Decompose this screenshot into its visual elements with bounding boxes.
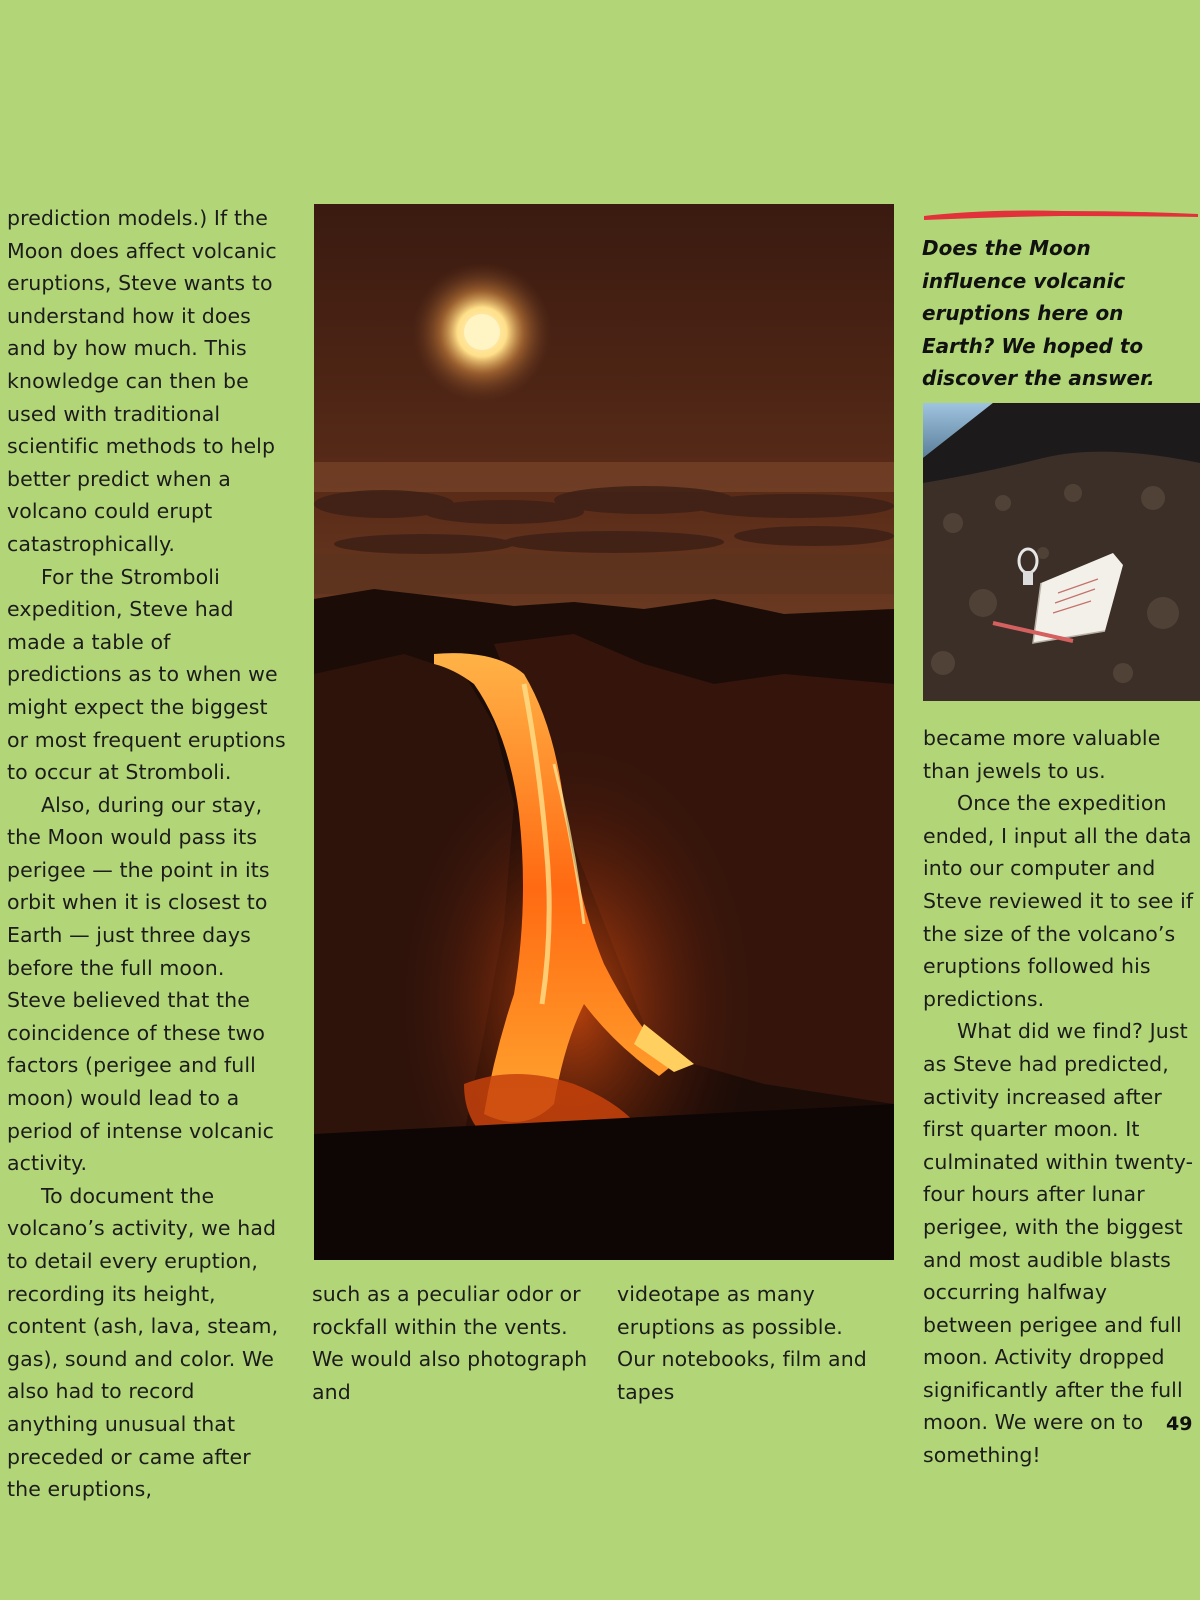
- paragraph: To document the volcano’s activity, we had to detail every eruption, recording its height, content (ash, lava, steam, gas), sound and color. We also had to record anything unusual that preceded or came after the eruptions,: [7, 1183, 279, 1502]
- paragraph: Once the expedition ended, I input all the data into our computer and Steve reviewed it to see if the size of the volcano’s eruptions followed his predictions.: [923, 791, 1194, 1011]
- paragraph: Also, during our stay, the Moon would pass its perigee — the point in its orbit when it is closest to Earth — just three days before the full moon. Steve believed that the coincidence of these two factors (perigee and full moon) would lead to a period of intense volcanic activity.: [7, 792, 274, 1176]
- paragraph: For the Stromboli expedition, Steve had made a table of predictions as to when we might expect the biggest or most frequent eruptions to occur at Stromboli.: [7, 564, 286, 785]
- clouds: [314, 486, 894, 554]
- paragraph: prediction models.) If the Moon does affect volcanic eruptions, Steve wants to understand how it does and by how much. This knowledge can then be used with traditional scientific methods to help better predict when a volcano could erupt catastrophically.: [7, 206, 277, 556]
- field-notebook-photo: [923, 403, 1200, 701]
- caption-red-rule: [922, 206, 1200, 222]
- lava-flow-photo: [314, 204, 894, 1260]
- paragraph: What did we find? Just as Steve had predicted, activity increased after first quarter moon. It culminated within twenty-four hours after lunar perigee, with the biggest and most audible blasts occurring halfway between perigee and full moon. Activity dropped significantly after the full moon. We were on to something!: [923, 1019, 1194, 1468]
- photo-caption: Does the Moon influence volcanic eruptions here on Earth? We hoped to discover the answer.: [922, 236, 1155, 390]
- text-column-middle-2: [617, 1278, 887, 1408]
- moon: [464, 314, 500, 350]
- text-column-middle-1: [312, 1278, 602, 1408]
- paragraph: became more valuable than jewels to us.: [923, 726, 1161, 783]
- paragraph: videotape as many eruptions as possible. Our notebooks, film and tapes: [617, 1282, 867, 1404]
- text-column-left: [7, 202, 289, 1506]
- paragraph: such as a peculiar odor or rockfall within the vents. We would also photograph and: [312, 1282, 588, 1404]
- page-number: 49: [1166, 1413, 1193, 1435]
- text-column-right: [923, 722, 1200, 1472]
